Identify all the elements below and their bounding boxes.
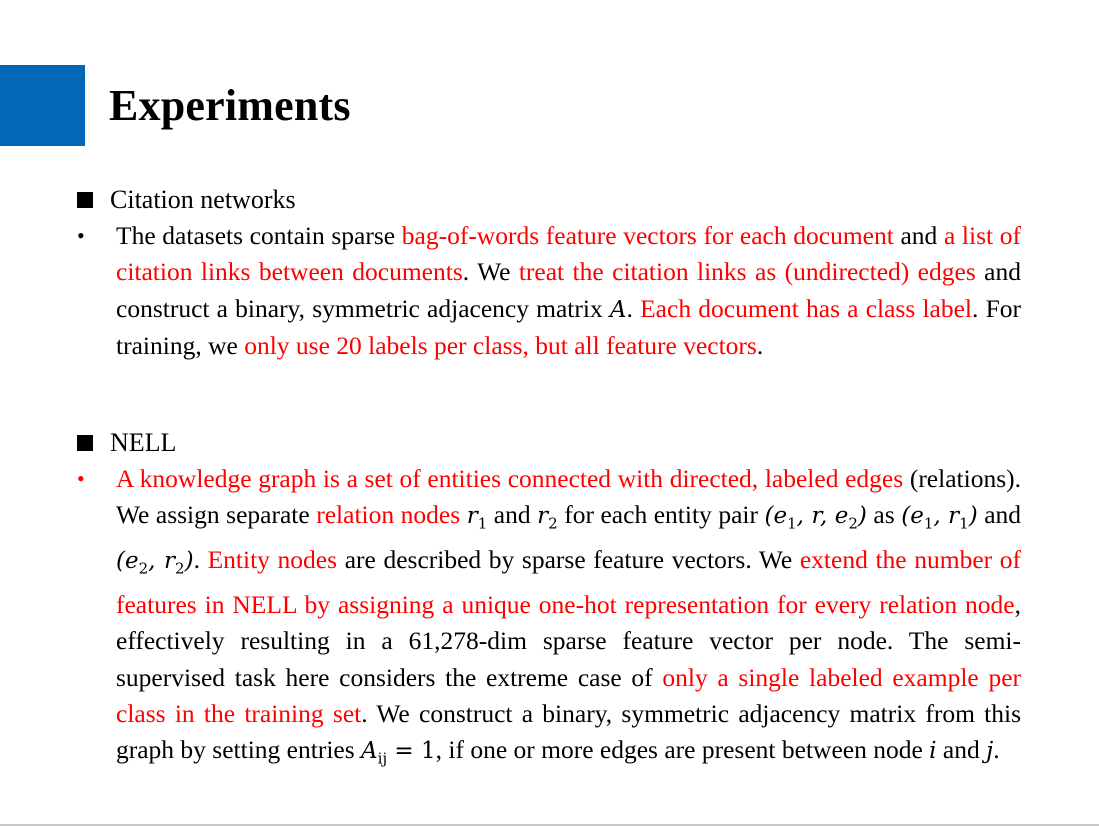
highlighted-text: relation nodes (316, 500, 461, 530)
math-pair-2: ($e_2$, $r_2$) (116, 548, 194, 578)
text: . (626, 293, 641, 323)
text: as (866, 500, 902, 530)
text: are described by sparse feature vectors. We (337, 545, 800, 575)
bullet-dot-icon: • (77, 466, 85, 491)
bullet-dot-icon: • (77, 223, 85, 248)
text: The datasets contain sparse (116, 221, 402, 250)
text: . We construct a binary, symmetric adjacency matrix from this graph by setting entries (116, 698, 1022, 765)
section-heading (76, 425, 1021, 461)
text: . (756, 330, 764, 360)
math-triple: ($e_1$, r, $e_2$) (764, 503, 867, 533)
text: . For training, we (116, 293, 1021, 360)
text: (relations). We assign separate (116, 464, 1021, 530)
math-symbol: A (609, 296, 627, 323)
math-r1: $r_1$ (466, 503, 488, 533)
highlighted-text: Entity nodes (207, 545, 338, 575)
highlighted-text: bag-of-words feature vectors for each document (401, 221, 894, 250)
highlighted-text: extend the number of features in NELL by assigning a unique one-hot representation for every relation node (116, 545, 1022, 620)
heading-text: NELL (110, 428, 177, 457)
square-bullet-icon (77, 435, 93, 451)
math-pair-1: ($e_1$, $r_1$) (901, 503, 978, 533)
section-heading (76, 182, 1021, 218)
text: . We (462, 257, 519, 287)
text: . (993, 735, 1000, 765)
highlighted-text: treat the citation links as (undirected) edges (518, 257, 976, 287)
highlighted-text: a list of citation links between documents (116, 221, 1021, 287)
bullet-item (76, 461, 1021, 777)
slide-title: Experiments (109, 81, 351, 130)
text: . (193, 545, 208, 575)
math-r2: $r_2$ (537, 503, 558, 533)
text: , effectively resulting in a 61,278-dim sparse feature vector per node. The semi-supervised task here considers the extreme case of (116, 590, 1021, 692)
highlighted-text: only a single labeled example per class in the training set (116, 662, 1022, 728)
section-citation-networks (76, 182, 1021, 364)
highlighted-text: Each document has a class label (640, 293, 972, 323)
math-j: j (986, 738, 994, 765)
section-nell (76, 425, 1021, 777)
text: and construct a binary, symmetric adjacency matrix (116, 257, 1021, 323)
math-aij: $A_{ij} = 1$ (361, 738, 436, 768)
text: , if one or more edges are present between node (435, 735, 930, 765)
text: and (487, 500, 538, 530)
heading-text: Citation networks (110, 185, 296, 214)
math-i: i (929, 738, 937, 765)
square-bullet-icon (77, 192, 93, 208)
bullet-item (76, 218, 1021, 364)
text: and (977, 500, 1022, 530)
text: and (936, 735, 987, 765)
title-accent-block (0, 65, 85, 146)
text: for each entity pair (557, 500, 765, 530)
highlighted-text: A knowledge graph is a set of entities connected with directed, labeled edges (116, 464, 904, 493)
highlighted-text: only use 20 labels per class, but all feature vectors (244, 330, 757, 360)
text: and (893, 221, 944, 250)
